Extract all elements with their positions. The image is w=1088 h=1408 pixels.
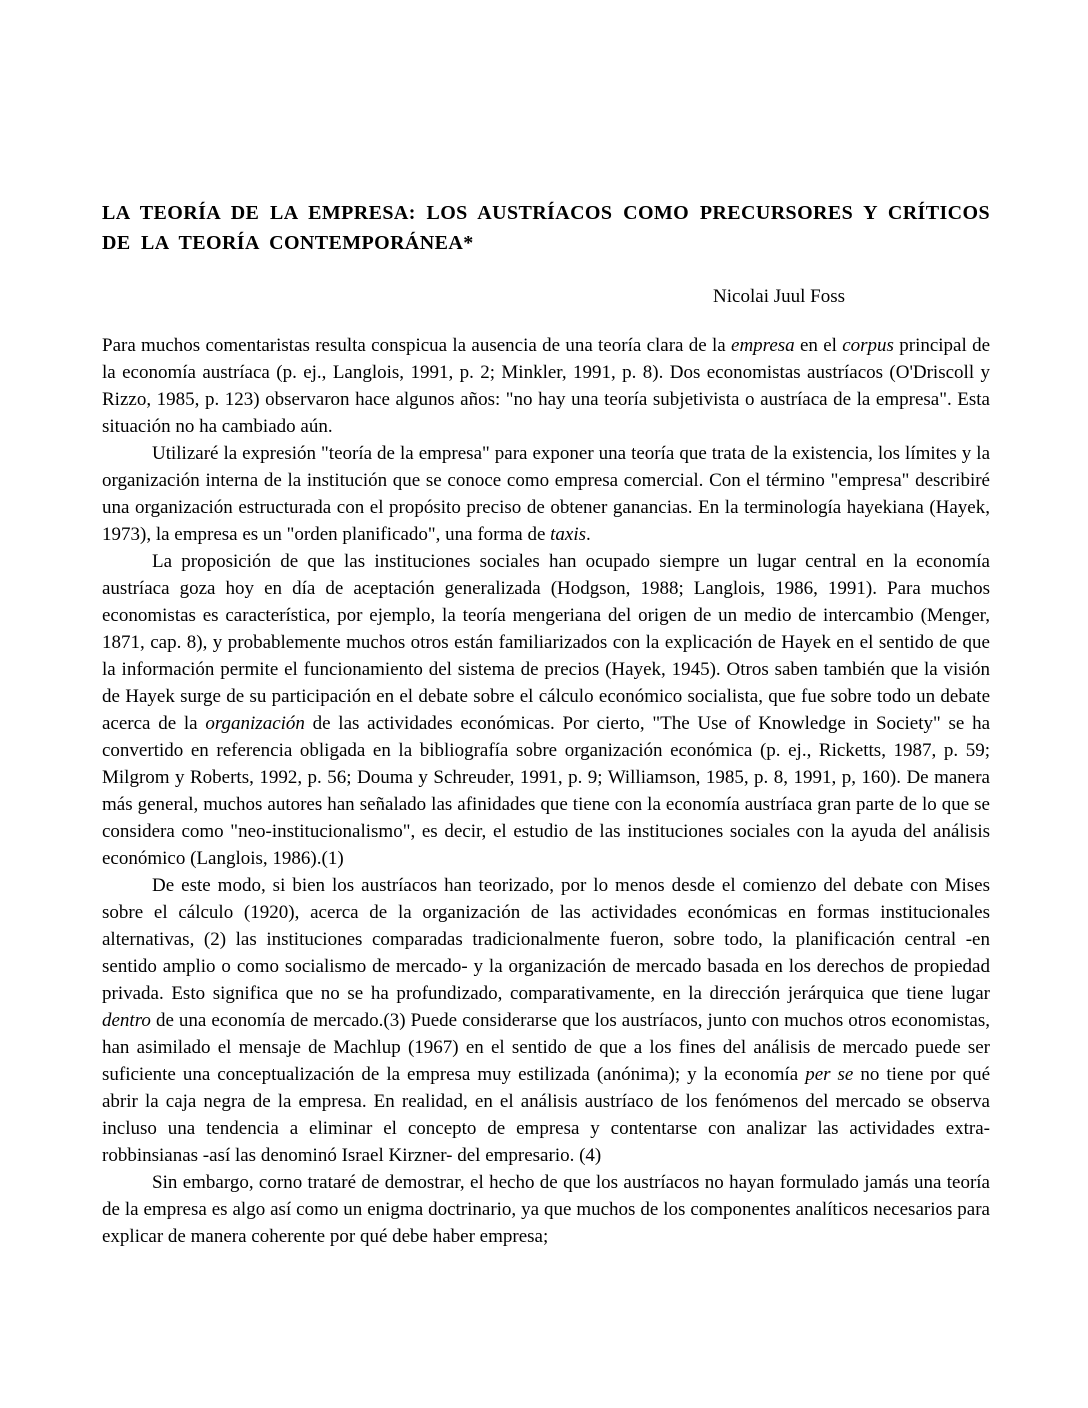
page-content: [102, 198, 990, 1250]
author-name: Nicolai Juul Foss: [713, 286, 845, 307]
paper-body: [102, 332, 990, 1250]
paragraph: Utilizaré la expresión "teoría de la empresa" para exponer una teoría que trata de la existencia, los límites y la organización interna de la institución que se conoce como empresa comercial. Con el término "empresa" describiré una organización estructurada con el propósito preciso de obtener ganancias. En la terminología hayekiana (Hayek, 1973), la empresa es un "orden planificado", una forma de taxis.: [102, 443, 990, 545]
paragraph: La proposición de que las instituciones sociales han ocupado siempre un lugar central en la economía austríaca goza hoy en día de aceptación generalizada (Hodgson, 1988; Langlois, 1986, 1991). Para muchos economistas es característica, por ejemplo, la teoría mengeriana del origen de un medio de intercambio (Menger, 1871, cap. 8), y probablemente muchos otros están familiarizados con la explicación de Hayek en el sentido de que la información permite el funcionamiento del sistema de precios (Hayek, 1945). Otros saben también que la visión de Hayek surge de su participación en el debate sobre el cálculo económico socialista, que fue sobre todo un debate acerca de la organización de las actividades económicas. Por cierto, "The Use of Knowledge in Society" se ha convertido en referencia obligada en la bibliografía sobre organización económica (p. ej., Ricketts, 1987, p. 59; Milgrom y Roberts, 1992, p. 56; Douma y Schreuder, 1991, p. 9; Williamson, 1985, p. 8, 1991, p, 160). De manera más general, muchos autores han señalado las afinidades que tiene con la economía austríaca gran parte de lo que se considera como "neo-institucionalismo", es decir, el estudio de las instituciones sociales con la ayuda del análisis económico (Langlois, 1986).(1): [102, 551, 990, 869]
paragraph: De este modo, si bien los austríacos han teorizado, por lo menos desde el comienzo del debate con Mises sobre el cálculo (1920), acerca de la organización de las actividades económicas en formas institucionales alternativas, (2) las instituciones comparadas tradicionalmente fueron, sobre todo, la planificación central -en sentido amplio o como socialismo de mercado- y la organización de mercado basada en los derechos de propiedad privada. Esto significa que no se ha profundizado, comparativamente, en la dirección jerárquica que tiene lugar dentro de una economía de mercado.(3) Puede considerarse que los austríacos, junto con muchos otros economistas, han asimilado el mensaje de Machlup (1967) en el sentido de que a los fines del análisis de mercado puede ser suficiente una conceptualización de la empresa muy estilizada (anónima); y la economía per se no tiene por qué abrir la caja negra de la empresa. En realidad, en el análisis austríaco de los fenómenos del mercado se observa incluso una tendencia a eliminar el concepto de empresa y contentarse con analizar las actividades extra-robbinsianas -así las denominó Israel Kirzner- del empresario. (4): [102, 875, 991, 1166]
paper-title: LA TEORÍA DE LA EMPRESA: LOS AUSTRÍACOS COMO PRECURSORES Y CRÍTICOS DE LA TEORÍA CONTEMPORÁNEA*: [102, 202, 990, 254]
paragraph: Para muchos comentaristas resulta conspicua la ausencia de una teoría clara de la empresa en el corpus principal de la economía austríaca (p. ej., Langlois, 1991, p. 2; Minkler, 1991, p. 8). Dos economistas austríacos (O'Driscoll y Rizzo, 1985, p. 123) observaron hace algunos años: "no hay una teoría subjetivista o austríaca de la empresa". Esta situación no ha cambiado aún.: [102, 335, 990, 437]
paragraph: Sin embargo, corno trataré de demostrar, el hecho de que los austríacos no hayan formulado jamás una teoría de la empresa es algo así como un enigma doctrinario, ya que muchos de los componentes analíticos necesarios para explicar de manera coherente por qué debe haber empresa;: [102, 1172, 990, 1247]
